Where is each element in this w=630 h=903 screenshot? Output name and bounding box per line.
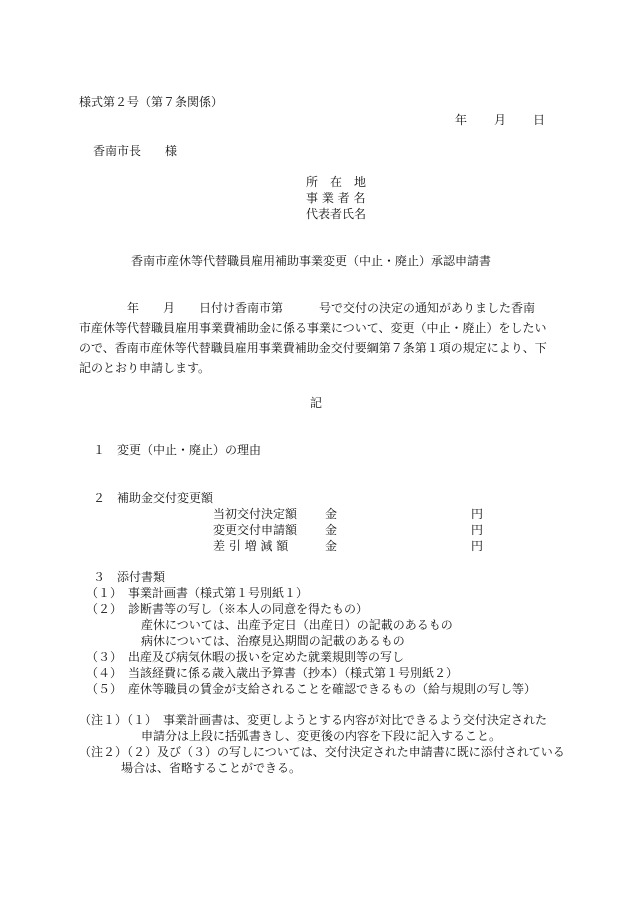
row-yen: 円: [471, 523, 484, 537]
body-line: ので、香南市産休等代替職員雇用事業費補助金交付要綱第７条第１項の規定により、下: [79, 341, 547, 355]
body-line: 年 月 日付け香南市第 号で交付の決定の通知がありました香南: [79, 301, 536, 315]
body-line: 記のとおり申請します。: [79, 361, 211, 375]
section2-heading: ２ 補助金交付変更額: [93, 491, 214, 505]
business-name-label: 事 業 者 名: [306, 191, 366, 205]
row-yen: 円: [471, 507, 484, 521]
date-line: [455, 111, 545, 128]
attachment-item: （５） 産休等職員の賃金が支給されることを確認できるもの（給与規則の写し等）: [86, 682, 537, 696]
row-label-change: 変更交付申請額: [213, 523, 298, 537]
body-paragraph: [79, 298, 555, 378]
form-number: 様式第２号（第７条関係）: [79, 95, 224, 109]
document-title: 香南市産休等代替職員雇用補助事業変更（中止・廃止）承認申請書: [131, 254, 492, 268]
body-line: 市産休等代替職員雇用事業費補助金に係る事業について、変更（中止・廃止）をしたい: [79, 321, 547, 335]
date-year-label: 年: [455, 113, 468, 127]
attachment-subitem: 病休については、治療見込期間の記載のあるもの: [141, 634, 405, 648]
attachment-item: （４） 当該経費に係る歳入歳出予算書（抄本）（様式第１号別紙２）: [86, 666, 459, 680]
note-1-line2: 申請分は上段に括弧書きし、変更後の内容を下段に記入すること。: [141, 729, 502, 743]
row-label-diff: 差 引 増 減 額: [213, 539, 289, 553]
section3-heading: ３ 添付書類: [93, 570, 166, 584]
attachment-item: （２） 診断書等の写し（※本人の同意を得たもの）: [86, 602, 369, 616]
date-day-label: 日: [532, 113, 545, 127]
section1-heading: １ 変更（中止・廃止）の理由: [93, 443, 262, 457]
address-label: 所 在 地: [306, 175, 367, 189]
ki-label: 記: [310, 396, 323, 410]
row-label-initial: 当初交付決定額: [213, 507, 298, 521]
attachment-item: （３） 出産及び病気休暇の扱いを定めた就業規則等の写し: [86, 650, 405, 664]
row-kin: 金: [325, 507, 338, 521]
addressee: 香南市長 様: [93, 144, 178, 158]
row-kin: 金: [325, 539, 338, 553]
row-yen: 円: [471, 539, 484, 553]
note-2-line1: （注２）（２）及び（３）の写しについては、交付決定された申請書に既に添付されている: [79, 745, 565, 759]
representative-label: 代表者氏名: [306, 207, 367, 221]
attachment-subitem: 産休については、出産予定日（出産日）の記載のあるもの: [141, 618, 453, 632]
note-1-line1: （注１）（１） 事業計画書は、変更しようとする内容が対比できるよう交付決定された: [79, 713, 548, 727]
attachment-item: （１） 事業計画書（様式第１号別紙１）: [86, 586, 309, 600]
date-month-label: 月: [493, 113, 506, 127]
row-kin: 金: [325, 523, 338, 537]
note-2-line2: 場合は、省略することができる。: [121, 761, 302, 775]
